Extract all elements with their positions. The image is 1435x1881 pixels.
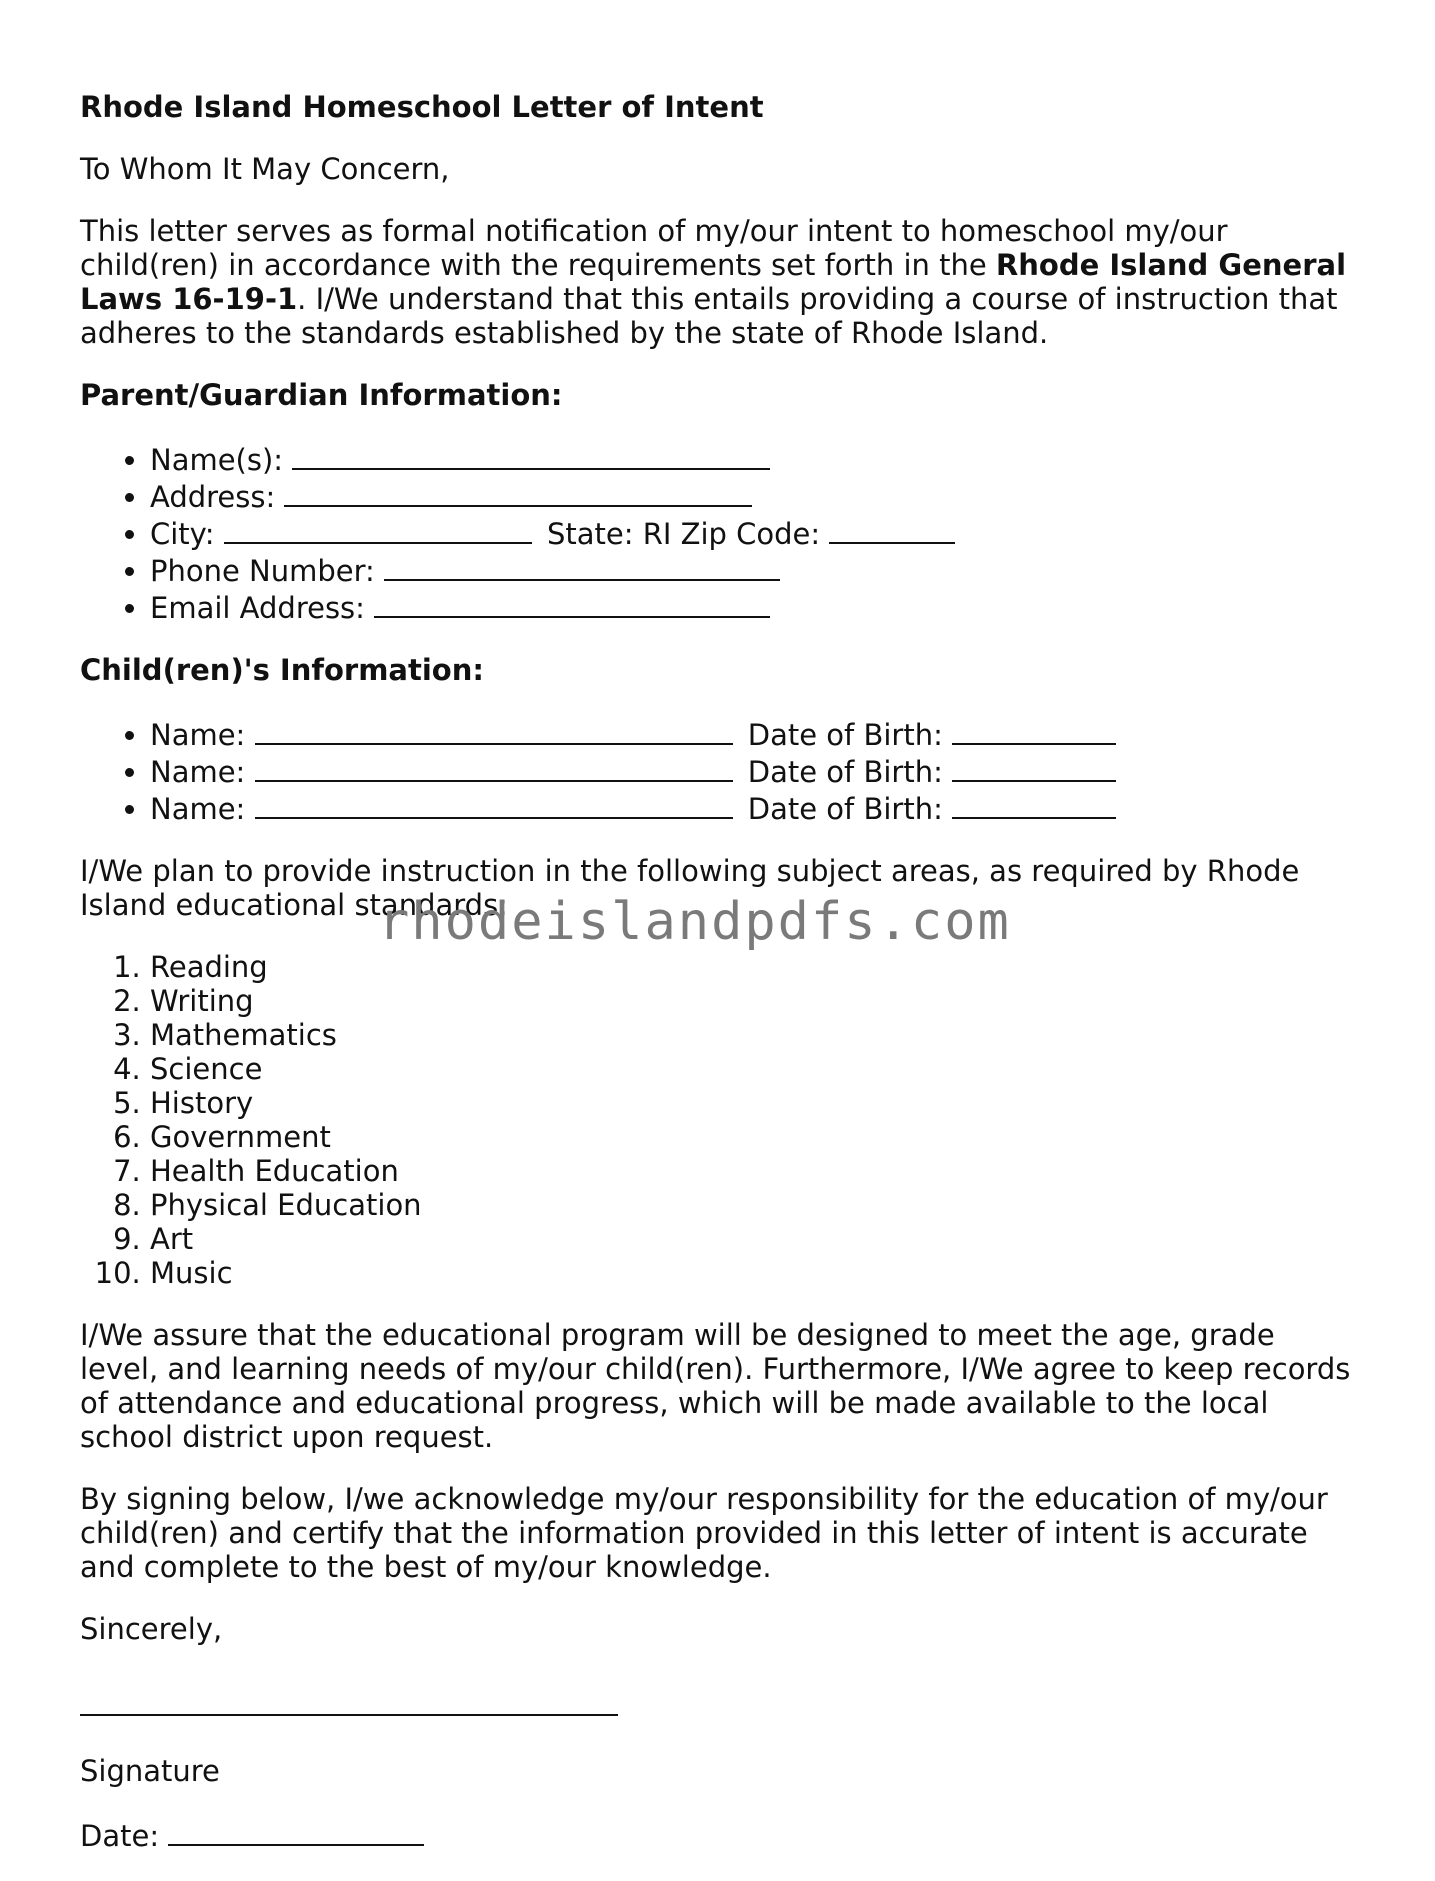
child-dob-label: Date of Birth: <box>747 792 943 826</box>
signature-line[interactable] <box>80 1714 618 1716</box>
subject-item: 10. Music <box>150 1256 1360 1290</box>
address-label: Address: <box>150 480 276 514</box>
subjects-intro: I/We plan to provide instruction in the following subject areas, as required by Rhode Island educational standards: <box>80 854 1300 922</box>
date-label: Date: <box>80 1819 160 1853</box>
subject-item: 9. Art <box>150 1222 1360 1256</box>
city-label: City: <box>150 517 215 551</box>
date-line <box>80 1816 1360 1853</box>
subject-item: 4. Science <box>150 1052 1360 1086</box>
email-label: Email Address: <box>150 591 365 625</box>
child-name-label: Name: <box>150 718 246 752</box>
phone-label: Phone Number: <box>150 554 375 588</box>
child-dob-field[interactable] <box>952 752 1116 782</box>
subject-item: 8. Physical Education <box>150 1188 1360 1222</box>
child-item <box>150 715 1360 752</box>
intro-paragraph <box>80 214 1360 350</box>
acknowledgment-paragraph: By signing below, I/we acknowledge my/our responsibility for the education of my/our child(ren) and certify that the information provided in this letter of intent is accurate and complete to the best of my/our knowledge. <box>80 1482 1328 1584</box>
email-item <box>150 588 1360 625</box>
letter-page <box>80 90 1360 1881</box>
child-name-field[interactable] <box>255 715 733 745</box>
parent-name-field[interactable] <box>292 440 770 470</box>
law-reference: Rhode Island General Laws 16-19-1 <box>80 248 1347 316</box>
phone-item <box>150 551 1360 588</box>
address-field[interactable] <box>284 477 752 507</box>
child-dob-label: Date of Birth: <box>747 755 943 789</box>
date-field[interactable] <box>168 1816 424 1846</box>
child-dob-field[interactable] <box>952 715 1116 745</box>
city-state-zip-item <box>150 514 1360 551</box>
subject-item: 3. Mathematics <box>150 1018 1360 1052</box>
parent-section-heading: Parent/Guardian Information: <box>80 378 563 412</box>
address-item <box>150 477 1360 514</box>
subject-item: 7. Health Education <box>150 1154 1360 1188</box>
child-item <box>150 789 1360 826</box>
assurance-paragraph: I/We assure that the educational program will be designed to meet the age, grade level, and learning needs of my/our child(ren). Furthermore, I/We agree to keep records of attendance and educational progress, which will be made available to the local school district upon request. <box>80 1318 1351 1454</box>
watermark: rhodeislandpdfs.com <box>378 892 1011 952</box>
parent-fields-list <box>80 440 1360 625</box>
child-item <box>150 752 1360 789</box>
subject-item: 5. History <box>150 1086 1360 1120</box>
closing: Sincerely, <box>80 1612 223 1646</box>
child-dob-field[interactable] <box>952 789 1116 819</box>
child-name-label: Name: <box>150 792 246 826</box>
subjects-list <box>80 950 1360 1290</box>
children-fields-list <box>80 715 1360 826</box>
child-name-field[interactable] <box>255 752 733 782</box>
subject-item: 1. Reading <box>150 950 1360 984</box>
signature-label: Signature <box>80 1754 220 1788</box>
subject-item: 2. Writing <box>150 984 1360 1018</box>
child-name-label: Name: <box>150 755 246 789</box>
children-section-heading: Child(ren)'s Information: <box>80 653 484 687</box>
city-field[interactable] <box>224 514 532 544</box>
phone-field[interactable] <box>384 551 780 581</box>
document-title: Rhode Island Homeschool Letter of Intent <box>80 90 764 124</box>
state-zip-label: State: RI Zip Code: <box>546 517 821 551</box>
parent-name-label: Name(s): <box>150 443 284 477</box>
email-field[interactable] <box>374 588 770 618</box>
subject-item: 6. Government <box>150 1120 1360 1154</box>
zip-code-field[interactable] <box>829 514 955 544</box>
parent-name-item <box>150 440 1360 477</box>
child-dob-label: Date of Birth: <box>747 718 943 752</box>
intro-text-2: . I/We understand that this entails providing a course of instruction that adheres to the standards established by the state of Rhode Island. <box>80 282 1338 350</box>
child-name-field[interactable] <box>255 789 733 819</box>
salutation: To Whom It May Concern, <box>80 152 450 186</box>
intro-text-1: This letter serves as formal notification of my/our intent to homeschool my/our child(ren) in accordance with the requirements set forth in the <box>80 214 1228 282</box>
